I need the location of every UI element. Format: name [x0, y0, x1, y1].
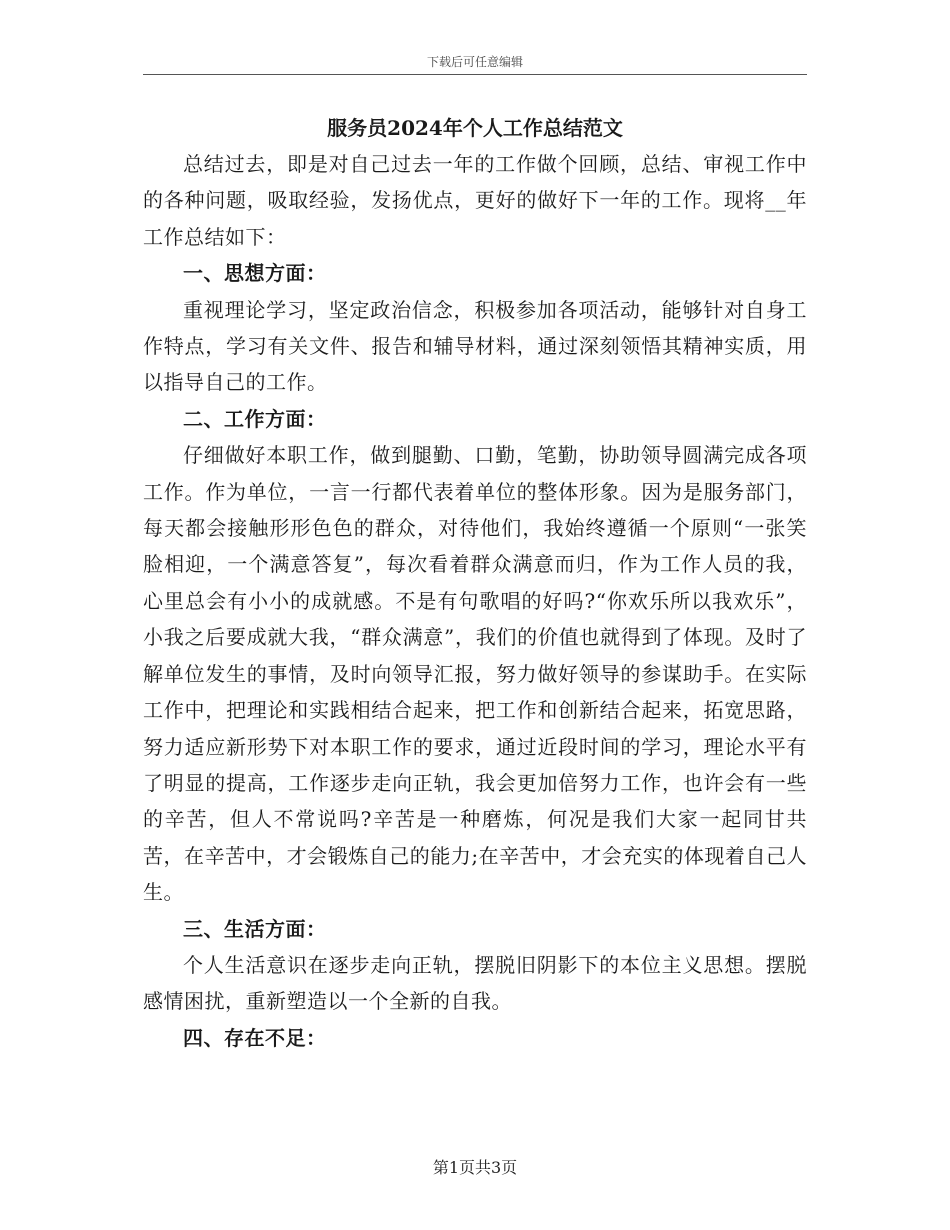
- header-divider: [143, 74, 807, 75]
- section-paragraph-thought: 重视理论学习，坚定政治信念，积极参加各项活动，能够针对自身工作特点，学习有关文件、报告和辅导材料，通过深刻领悟其精神实质，用以指导自己的工作。: [143, 297, 807, 395]
- section-heading-thought: 一、思想方面：: [183, 261, 327, 286]
- section-heading-work: 二、工作方面：: [183, 406, 327, 431]
- section-heading-shortcomings: 四、存在不足：: [183, 1025, 327, 1050]
- section-paragraph-work: 仔细做好本职工作，做到腿勤、口勤，笔勤，协助领导圆满完成各项工作。作为单位，一言一行都代表着单位的整体形象。因为是服务部门，每天都会接触形形色色的群众，对待他们，我始终遵循一个原则“一张笑脸相迎，一个满意答复”，每次看着群众满意而归，作为工作人员的我，心里总会有小小的成就感。不是有句歌唱的好吗?“你欢乐所以我欢乐”，小我之后要成就大我，“群众满意”，我们的价值也就得到了体现。及时了解单位发生的事情，及时向领导汇报，努力做好领导的参谋助手。在实际工作中，把理论和实践相结合起来，把工作和创新结合起来，拓宽思路，努力适应新形势下对本职工作的要求，通过近段时间的学习，理论水平有了明显的提高，工作逐步走向正轨，我会更加倍努力工作，也许会有一些的辛苦，但人不常说吗?辛苦是一种磨炼，何况是我们大家一起同甘共苦，在辛苦中，才会锻炼自己的能力;在辛苦中，才会充实的体现着自己人生。: [143, 443, 807, 905]
- document-title: 服务员2024年个人工作总结范文: [327, 116, 623, 140]
- page-header: 下载后可任意编辑: [426, 55, 523, 69]
- section-heading-life: 三、生活方面：: [183, 916, 327, 941]
- section-paragraph-life: 个人生活意识在逐步走向正轨，摆脱旧阴影下的本位主义思想。摆脱感情困扰，重新塑造以一个全新的自我。: [143, 952, 807, 1014]
- intro-paragraph: 总结过去，即是对自己过去一年的工作做个回顾，总结、审视工作中的各种问题，吸取经验，发扬优点，更好的做好下一年的工作。现将__年工作总结如下：: [143, 152, 807, 249]
- page-footer: 第1页共3页: [432, 1158, 518, 1177]
- document-body: [143, 110, 807, 1056]
